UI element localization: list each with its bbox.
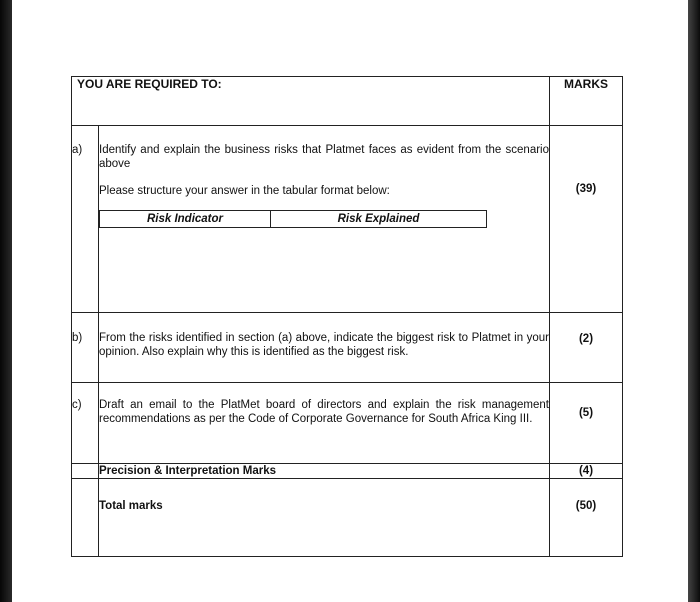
risk-explained-header: Risk Explained [271, 211, 487, 228]
question-marks: (2) [550, 313, 623, 383]
left-page-shadow [0, 0, 12, 602]
answer-format-table [99, 210, 487, 228]
question-text: Draft an email to the PlatMet board of directors and explain the risk management recommendations as per the Code of Corporate Governance for South Africa King III. [99, 383, 550, 464]
total-marks: (50) [550, 479, 623, 557]
empty-letter-cell [72, 464, 99, 479]
question-row-a [72, 126, 623, 313]
question-text: Identify and explain the business risks that Platmet faces as evident from the scenario above [99, 144, 549, 170]
right-page-shadow [688, 0, 700, 602]
question-cell-a [99, 126, 550, 313]
question-marks: (5) [550, 383, 623, 464]
question-instruction: Please structure your answer in the tabular format below: [99, 185, 390, 197]
precision-label: Precision & Interpretation Marks [99, 464, 550, 479]
answer-format-header-row [100, 211, 487, 228]
question-row-b [72, 313, 623, 383]
empty-letter-cell [72, 479, 99, 557]
precision-marks: (4) [550, 464, 623, 479]
precision-row [72, 464, 623, 479]
required-header: YOU ARE REQUIRED TO: [72, 77, 550, 126]
total-label: Total marks [99, 479, 550, 557]
table-header-row [72, 77, 623, 126]
question-letter: c) [72, 383, 99, 464]
question-text: From the risks identified in section (a) above, indicate the biggest risk to Platmet in your opinion. Also explain why this is identified as the biggest risk. [99, 313, 550, 383]
requirements-table [71, 76, 623, 557]
question-marks: (39) [550, 126, 623, 313]
total-row [72, 479, 623, 557]
question-letter: b) [72, 313, 99, 383]
question-letter: a) [72, 126, 99, 313]
marks-header: MARKS [550, 77, 623, 126]
question-row-c [72, 383, 623, 464]
risk-indicator-header: Risk Indicator [100, 211, 271, 228]
